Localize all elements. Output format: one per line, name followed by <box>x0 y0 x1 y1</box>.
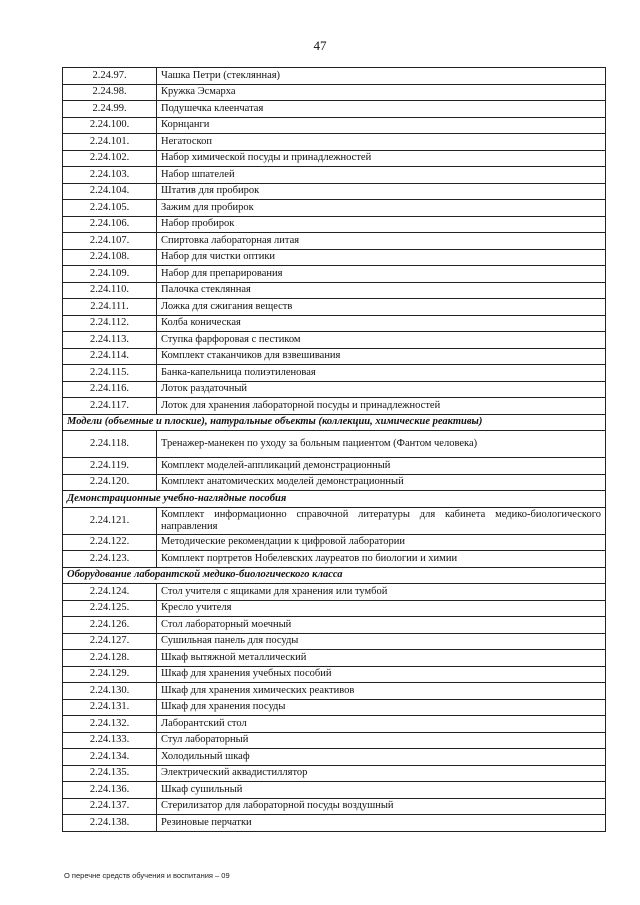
table-row <box>63 282 606 299</box>
item-number: 2.24.131. <box>63 699 157 716</box>
table-row <box>63 216 606 233</box>
item-name: Комплект анатомических моделей демонстрационный <box>157 474 606 491</box>
item-name: Шкаф вытяжной металлический <box>157 650 606 667</box>
item-number: 2.24.129. <box>63 666 157 683</box>
table-row <box>63 150 606 167</box>
item-number: 2.24.137. <box>63 798 157 815</box>
table-row <box>63 633 606 650</box>
item-name: Зажим для пробирок <box>157 200 606 217</box>
table-row <box>63 650 606 667</box>
table-row <box>63 600 606 617</box>
item-number: 2.24.112. <box>63 315 157 332</box>
item-number: 2.24.130. <box>63 683 157 700</box>
item-number: 2.24.106. <box>63 216 157 233</box>
item-name: Стерилизатор для лабораторной посуды воздушный <box>157 798 606 815</box>
table-row <box>63 507 606 534</box>
item-name: Стул лабораторный <box>157 732 606 749</box>
item-name: Спиртовка лабораторная литая <box>157 233 606 250</box>
section-title: Модели (объемные и плоские), натуральные объекты (коллекции, химические реактивы) <box>63 414 606 431</box>
table-row <box>63 332 606 349</box>
table-row <box>63 815 606 832</box>
table-row <box>63 699 606 716</box>
item-number: 2.24.119. <box>63 458 157 475</box>
item-name: Набор пробирок <box>157 216 606 233</box>
item-number: 2.24.133. <box>63 732 157 749</box>
item-name: Набор химической посуды и принадлежностей <box>157 150 606 167</box>
item-name: Лоток раздаточный <box>157 381 606 398</box>
item-name: Тренажер-манекен по уходу за больным пациентом (Фантом человека) <box>157 431 606 458</box>
equipment-table-body <box>63 68 606 832</box>
item-name: Шкаф для хранения посуды <box>157 699 606 716</box>
item-number: 2.24.104. <box>63 183 157 200</box>
table-row <box>63 584 606 601</box>
table-row <box>63 68 606 85</box>
item-number: 2.24.110. <box>63 282 157 299</box>
item-number: 2.24.136. <box>63 782 157 799</box>
item-number: 2.24.113. <box>63 332 157 349</box>
item-number: 2.24.123. <box>63 551 157 568</box>
item-number: 2.24.118. <box>63 431 157 458</box>
item-name: Комплект информационно справочной литературы для кабинета медико-биологического направления <box>157 507 606 534</box>
page-number: 47 <box>313 38 327 53</box>
table-row <box>63 534 606 551</box>
item-number: 2.24.97. <box>63 68 157 85</box>
table-row <box>63 666 606 683</box>
table-row <box>63 365 606 382</box>
item-name: Стол учителя с ящиками для хранения или тумбой <box>157 584 606 601</box>
item-number: 2.24.107. <box>63 233 157 250</box>
item-number: 2.24.126. <box>63 617 157 634</box>
item-name: Ложка для сжигания веществ <box>157 299 606 316</box>
table-row <box>63 381 606 398</box>
table-row <box>63 183 606 200</box>
item-number: 2.24.114. <box>63 348 157 365</box>
item-number: 2.24.102. <box>63 150 157 167</box>
table-row <box>63 249 606 266</box>
item-number: 2.24.124. <box>63 584 157 601</box>
table-row <box>63 683 606 700</box>
table-row <box>63 716 606 733</box>
item-name: Лаборантский стол <box>157 716 606 733</box>
item-name: Кресло учителя <box>157 600 606 617</box>
table-row <box>63 798 606 815</box>
item-name: Ступка фарфоровая с пестиком <box>157 332 606 349</box>
section-title: Демонстрационные учебно-наглядные пособия <box>63 491 606 508</box>
section-header-row <box>63 491 606 508</box>
item-number: 2.24.101. <box>63 134 157 151</box>
table-row <box>63 458 606 475</box>
table-row <box>63 315 606 332</box>
section-header-row <box>63 567 606 584</box>
item-name: Комплект моделей-аппликаций демонстрационный <box>157 458 606 475</box>
table-row <box>63 348 606 365</box>
item-name: Корнцанги <box>157 117 606 134</box>
item-number: 2.24.98. <box>63 84 157 101</box>
item-number: 2.24.115. <box>63 365 157 382</box>
item-name: Подушечка клеенчатая <box>157 101 606 118</box>
item-name: Банка-капельница полиэтиленовая <box>157 365 606 382</box>
page-footer: О перечне средств обучения и воспитания – 09 <box>64 871 230 880</box>
table-row <box>63 749 606 766</box>
item-name: Шкаф для хранения учебных пособий <box>157 666 606 683</box>
item-number: 2.24.127. <box>63 633 157 650</box>
item-name: Стол лабораторный моечный <box>157 617 606 634</box>
table-row <box>63 431 606 458</box>
item-number: 2.24.135. <box>63 765 157 782</box>
item-number: 2.24.125. <box>63 600 157 617</box>
table-row <box>63 765 606 782</box>
section-header-row <box>63 414 606 431</box>
table-row <box>63 200 606 217</box>
item-number: 2.24.121. <box>63 507 157 534</box>
table-row <box>63 233 606 250</box>
item-name: Шкаф сушильный <box>157 782 606 799</box>
item-name: Холодильный шкаф <box>157 749 606 766</box>
table-row <box>63 101 606 118</box>
item-name: Сушильная панель для посуды <box>157 633 606 650</box>
item-name: Набор шпателей <box>157 167 606 184</box>
table-row <box>63 84 606 101</box>
item-number: 2.24.138. <box>63 815 157 832</box>
item-name: Методические рекомендации к цифровой лаборатории <box>157 534 606 551</box>
item-name: Чашка Петри (стеклянная) <box>157 68 606 85</box>
item-number: 2.24.108. <box>63 249 157 266</box>
table-row <box>63 117 606 134</box>
table-row <box>63 134 606 151</box>
item-number: 2.24.122. <box>63 534 157 551</box>
item-number: 2.24.134. <box>63 749 157 766</box>
item-name: Колба коническая <box>157 315 606 332</box>
item-name: Лоток для хранения лабораторной посуды и принадлежностей <box>157 398 606 415</box>
item-name: Набор для препарирования <box>157 266 606 283</box>
item-name: Кружка Эсмарха <box>157 84 606 101</box>
table-row <box>63 266 606 283</box>
item-number: 2.24.99. <box>63 101 157 118</box>
item-number: 2.24.109. <box>63 266 157 283</box>
equipment-table <box>62 67 606 832</box>
item-number: 2.24.111. <box>63 299 157 316</box>
table-row <box>63 167 606 184</box>
item-name: Резиновые перчатки <box>157 815 606 832</box>
item-number: 2.24.117. <box>63 398 157 415</box>
item-name: Штатив для пробирок <box>157 183 606 200</box>
item-name: Комплект стаканчиков для взвешивания <box>157 348 606 365</box>
item-number: 2.24.120. <box>63 474 157 491</box>
item-number: 2.24.103. <box>63 167 157 184</box>
item-number: 2.24.105. <box>63 200 157 217</box>
section-title: Оборудование лаборантской медико-биологического класса <box>63 567 606 584</box>
item-name: Набор для чистки оптики <box>157 249 606 266</box>
item-number: 2.24.128. <box>63 650 157 667</box>
item-name: Палочка стеклянная <box>157 282 606 299</box>
item-number: 2.24.116. <box>63 381 157 398</box>
item-name: Электрический аквадистиллятор <box>157 765 606 782</box>
table-row <box>63 474 606 491</box>
item-name: Комплект портретов Нобелевских лауреатов по биологии и химии <box>157 551 606 568</box>
item-number: 2.24.100. <box>63 117 157 134</box>
table-row <box>63 299 606 316</box>
table-row <box>63 617 606 634</box>
table-row <box>63 782 606 799</box>
item-name: Шкаф для хранения химических реактивов <box>157 683 606 700</box>
table-row <box>63 398 606 415</box>
item-number: 2.24.132. <box>63 716 157 733</box>
table-row <box>63 732 606 749</box>
table-row <box>63 551 606 568</box>
item-name: Негатоскоп <box>157 134 606 151</box>
